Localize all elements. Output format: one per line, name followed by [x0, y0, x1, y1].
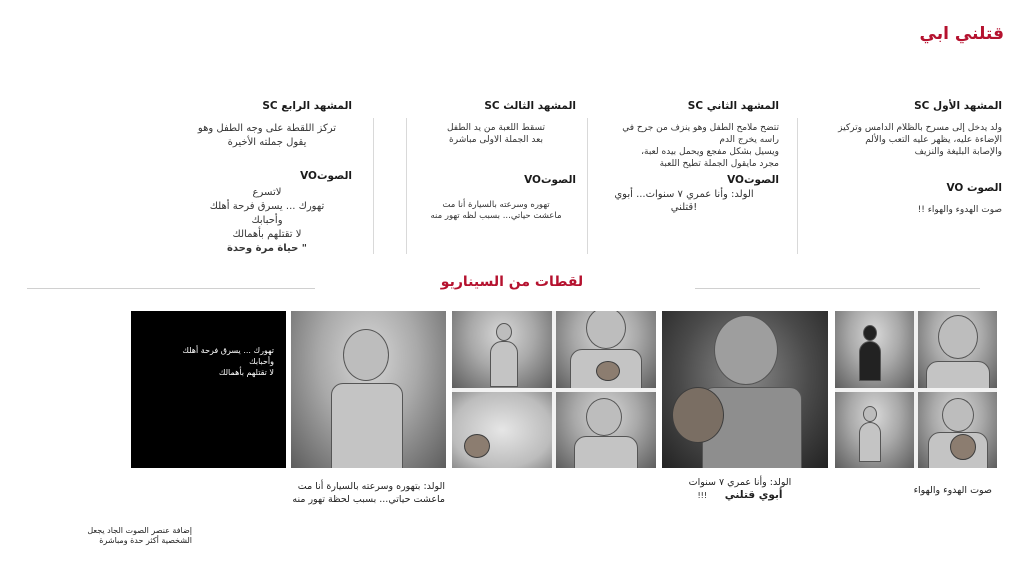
scene-4-vo-label: الصوتVO	[300, 170, 352, 182]
caption-exclaim: !!!	[697, 491, 708, 500]
teddy-bear-icon	[464, 434, 490, 458]
caption-line: الولد: بتهوره وسرعته بالسيارة أنا مت	[297, 481, 445, 492]
boy-body-icon	[574, 436, 638, 469]
sketch-boy-speaking	[291, 311, 446, 468]
vo-line: ماعشت حياتي... بسبب لظه تهور منه	[430, 211, 562, 221]
storyboard-frame	[835, 311, 914, 388]
vo-line: تهورك ... يسرق فرحة أهلك	[209, 201, 325, 212]
sketch-boy-with-bear	[662, 311, 828, 468]
divider	[373, 118, 374, 254]
divider	[406, 118, 407, 254]
desc-line: راسه يخرج الدم	[719, 135, 779, 145]
storyboard-frame	[835, 392, 914, 469]
note-line: الشخصية أكثر حدة ومباشرة	[99, 536, 192, 545]
scene-4-sc-label: المشهد الرابع SC	[262, 100, 352, 112]
boy-head-icon	[496, 323, 512, 341]
overlay-text	[182, 345, 274, 378]
sketch-image	[662, 311, 828, 468]
desc-line: تسقط اللعبة من يد الطفل	[446, 123, 546, 133]
caption-scene-1: صوت الهدوء والهواء	[913, 485, 992, 496]
boy-body-icon	[331, 383, 403, 468]
scene-2-sc-label: المشهد الثاني SC	[687, 100, 779, 112]
storyboard-frame	[556, 392, 656, 469]
page-title: قتلني ابي	[919, 24, 1004, 44]
vo-line: لا تقتلهم بأهمالك	[232, 229, 302, 240]
scene-1	[812, 100, 1002, 216]
boy-head-icon	[586, 398, 622, 436]
scene-4	[182, 100, 352, 256]
caption-scene-3	[250, 480, 445, 506]
desc-line: ويسيل بشكل مفجع ويحمل بيده لعبة،	[641, 147, 779, 157]
desc-line: ولد يدخل إلى مسرح بالظلام الدامس وتركيز	[838, 123, 1002, 133]
scene-1-vo-label: الصوت VO	[946, 182, 1002, 194]
scene-3-vo-label: الصوتVO	[524, 174, 576, 186]
scene-3-description	[416, 122, 576, 146]
storyboard-frame	[918, 392, 997, 469]
overlay-line: تهورك ... يسرق فرحة أهلك	[182, 346, 274, 355]
desc-line: تتضح ملامح الطفل وهو ينزف من جرح في	[622, 123, 779, 133]
caption-scene-2	[670, 476, 810, 502]
storyboard-frame	[556, 311, 656, 388]
teddy-bear-icon	[672, 387, 724, 443]
scene-4-description	[182, 122, 352, 150]
storyboard-frame	[918, 311, 997, 388]
scene-3-vo-text	[416, 200, 576, 222]
vo-bold-line: " حياة مرة وحدة	[226, 243, 308, 254]
scene-1-description	[812, 122, 1002, 158]
boy-silhouette-icon	[863, 325, 877, 341]
text-card-panel	[131, 311, 286, 468]
caption-line: الولد: وأنا عمري ٧ سنوات	[688, 477, 792, 488]
caption-bold: أبوي قتلني	[724, 489, 783, 501]
teddy-bear-icon	[950, 434, 976, 460]
teddy-bear-icon	[596, 361, 620, 381]
storyboard-grid-scene3	[452, 311, 656, 468]
scene-1-vo-text: صوت الهدوء والهواء !!	[917, 205, 1002, 215]
note-line: إضافة عنصر الصوت الجاد يجعل	[87, 526, 192, 535]
vo-line: لاتسرع	[252, 187, 282, 198]
boy-head-icon	[938, 315, 978, 359]
desc-line: مجرد مايقول الجملة تطيح اللعبة	[659, 159, 779, 169]
caption-line: ماعشت حياتي... بسبب لحظة تهور منه	[292, 494, 445, 505]
scene-2-vo-label: الصوتVO	[727, 174, 779, 186]
vo-line: الولد: وأنا عمري ٧ سنوات... أبوي	[614, 189, 754, 200]
divider	[587, 118, 588, 254]
storyboard-grid-scene1	[835, 311, 997, 468]
vo-line: وأحبابك	[251, 215, 283, 226]
boy-head-icon	[714, 315, 778, 385]
scene-3-sc-label: المشهد الثالث SC	[484, 100, 576, 112]
section-title: لقطات من السيناريو	[440, 274, 584, 290]
desc-line: يقول جملته الأخيرة	[227, 137, 307, 148]
scene-2	[589, 100, 779, 214]
production-note	[62, 526, 192, 546]
scene-3	[416, 100, 576, 222]
boy-head-icon	[863, 406, 877, 422]
sketch-image	[291, 311, 446, 468]
storyboard-frame	[452, 392, 552, 469]
scene-2-vo-text	[589, 188, 779, 214]
boy-body-icon	[490, 341, 518, 387]
caption-bold-line	[670, 489, 810, 502]
overlay-line: وأحبابك	[249, 357, 274, 366]
storyboard-frame	[452, 311, 552, 388]
scene-2-description	[589, 122, 779, 170]
boy-body-icon	[926, 361, 990, 388]
scene-1-sc-label: المشهد الأول SC	[914, 100, 1002, 112]
desc-line: والإصابة البليغة والنزيف	[914, 147, 1002, 157]
divider	[797, 118, 798, 254]
boy-silhouette-body-icon	[859, 341, 881, 381]
vo-line: !قتلني	[670, 202, 698, 213]
vo-line: تهوره وسرعته بالسيارة أنا مت	[442, 200, 550, 210]
boy-body-icon	[859, 422, 881, 462]
boy-head-icon	[586, 311, 626, 349]
boy-head-icon	[942, 398, 974, 432]
boy-head-icon	[343, 329, 389, 381]
desc-line: الإضاءة عليه، يظهر عليه التعب والألم	[865, 135, 1002, 145]
desc-line: تركز اللقطة على وجه الطفل وهو	[197, 123, 337, 134]
overlay-line: لا تقتلهم بأهمالك	[218, 368, 274, 377]
desc-line: بعد الجملة الاولى مباشرة	[449, 135, 543, 145]
scene-4-vo-text	[182, 186, 352, 256]
